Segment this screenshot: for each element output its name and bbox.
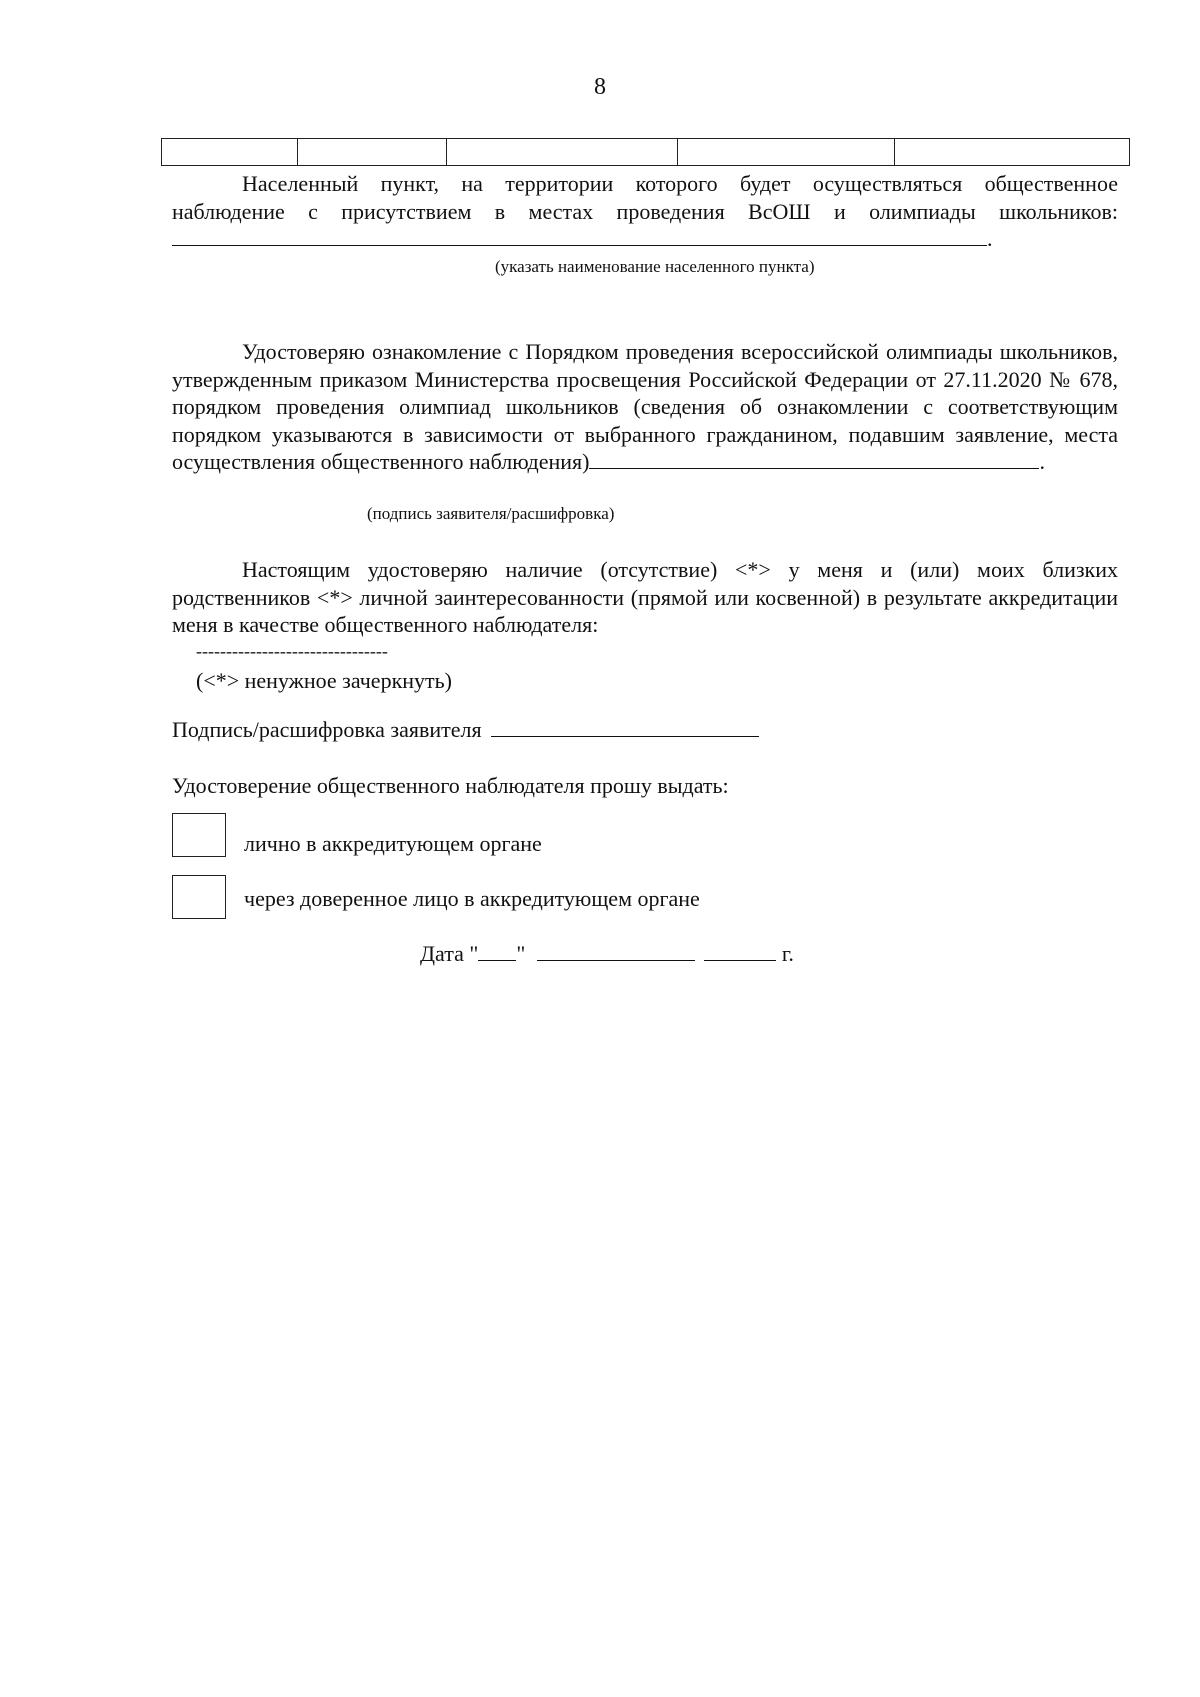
acknowledgement-text: Удостоверяю ознакомление с Порядком проведения всероссийской олимпиады школьников, утвержденным приказом Министерства просвещения Российской Федерации от 27.11.2020 № 678, порядком проведения олимпиад школьников (сведения об ознакомлении с соответствующим порядком указываются в зависимости от выбранного гражданином, подавшим заявление, места осуществления общественного наблюдения) xyxy=(172,339,1118,474)
table-cell[interactable] xyxy=(895,139,1130,166)
acknowledgement-paragraph xyxy=(172,338,1118,476)
data-table-row xyxy=(161,138,1130,166)
date-year-line[interactable] xyxy=(704,940,776,961)
settlement-end-mark: . xyxy=(987,226,993,251)
table-cell[interactable] xyxy=(678,139,895,166)
page-number: 8 xyxy=(594,74,606,100)
signature-row xyxy=(172,716,759,744)
table-cell[interactable] xyxy=(298,139,447,166)
date-quote-close: " xyxy=(516,941,526,966)
interest-text: Настоящим удостоверяю наличие (отсутствие) <*> у меня и (или) моих близких родственников <*> личной заинтересованности (прямой или косвенной) в результате аккредитации меня в качестве общественного наблюдателя: xyxy=(172,557,1118,637)
acknowledgement-end-mark: . xyxy=(1039,449,1045,474)
table-row xyxy=(162,139,1130,166)
option-personal-checkbox[interactable] xyxy=(172,813,226,857)
date-suffix: г. xyxy=(781,941,794,966)
settlement-paragraph xyxy=(172,170,1118,253)
option-proxy-checkbox[interactable] xyxy=(172,875,226,919)
table-cell[interactable] xyxy=(162,139,298,166)
date-day-line[interactable] xyxy=(478,940,516,961)
acknowledgement-signature-line[interactable] xyxy=(589,448,1039,469)
table-cell[interactable] xyxy=(447,139,678,166)
date-label: Дата " xyxy=(420,941,479,966)
signature-line[interactable] xyxy=(491,716,759,737)
date-month-line[interactable] xyxy=(537,940,695,961)
footnote-text: (<*> ненужное зачеркнуть) xyxy=(196,668,453,693)
footnote-separator: -------------------------------- xyxy=(196,641,388,661)
acknowledgement-caption: (подпись заявителя/расшифровка) xyxy=(367,504,615,523)
issue-label: Удостоверение общественного наблюдателя прошу выдать: xyxy=(172,773,729,798)
date-row xyxy=(420,940,794,968)
option-proxy-label: через доверенное лицо в аккредитующем органе xyxy=(244,886,700,911)
option-personal-label: лично в аккредитующем органе xyxy=(244,831,542,856)
signature-label: Подпись/расшифровка заявителя xyxy=(172,717,482,742)
interest-paragraph xyxy=(172,556,1118,639)
settlement-caption: (указать наименование населенного пункта) xyxy=(495,257,815,276)
settlement-text: Населенный пункт, на территории которого будет осуществляться общественное наблюдение с присутствием в местах проведения ВсОШ и олимпиады школьников: xyxy=(172,171,1118,224)
settlement-input-line[interactable] xyxy=(172,225,987,246)
